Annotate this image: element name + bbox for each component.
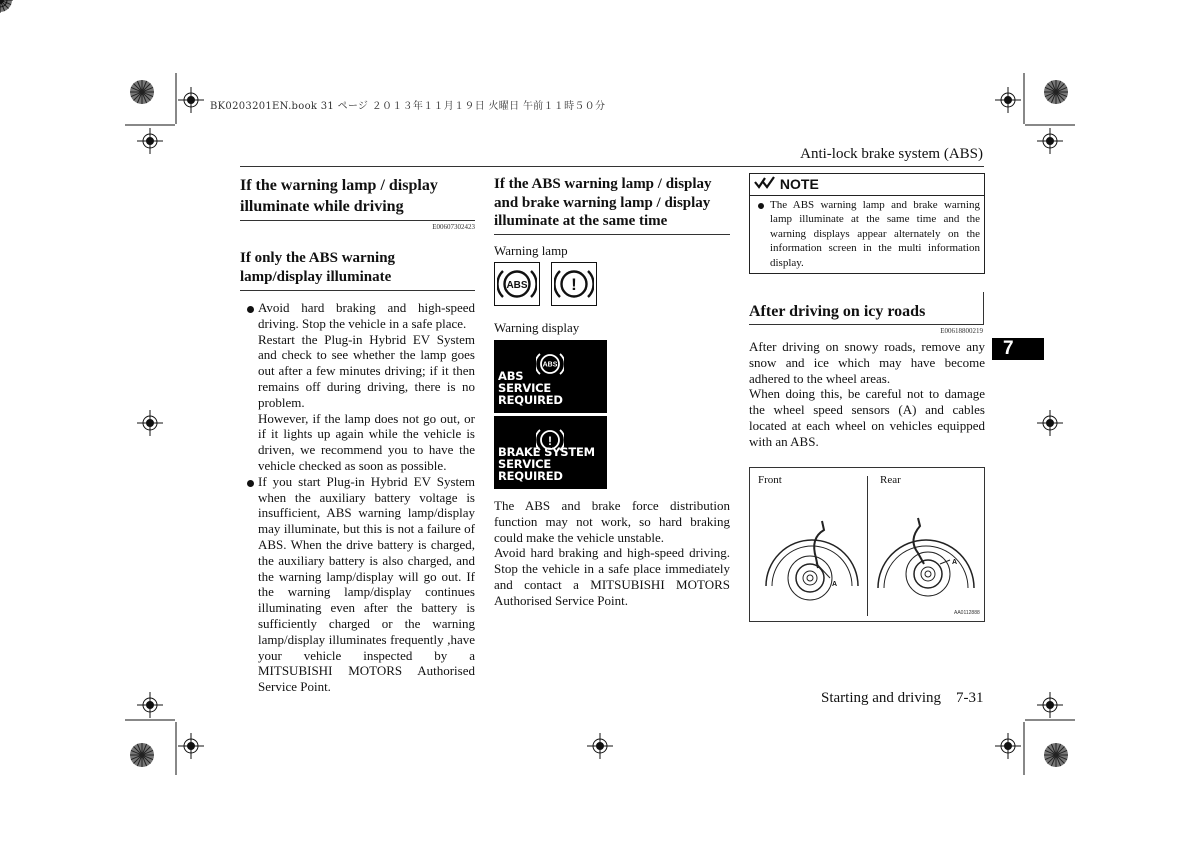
section-heading: If the warning lamp / display illuminate while driving — [240, 177, 438, 215]
svg-text:AA0112888: AA0112888 — [954, 609, 980, 616]
abs-service-display — [494, 340, 607, 413]
body-paragraph: The ABS and brake force distribution function may not work, so hard braking could make the vehicle unstable. — [494, 498, 730, 545]
print-header: BK0203201EN.book 31 ページ ２０１３年１１月１９日 火曜日 午前１１時５０分 — [210, 101, 606, 112]
body-paragraph: After driving on snowy roads, remove any snow and ice which may have become adhered to the wheel areas. — [749, 339, 985, 386]
abs-warning-lamp-icon — [494, 262, 540, 306]
wheel-sensor-figure — [749, 467, 985, 622]
svg-text:!: ! — [571, 275, 578, 295]
note-title: NOTE — [779, 176, 819, 192]
bullet-icon — [247, 306, 254, 313]
brake-display-text: BRAKE SYSTEM SERVICE REQUIRED — [498, 445, 595, 484]
svg-text:!: ! — [548, 434, 552, 449]
list-item — [754, 198, 980, 270]
subheading-rule — [240, 290, 475, 291]
wheel-sensor-illustration — [750, 468, 984, 621]
warning-display-group — [494, 340, 730, 489]
bullet-list — [240, 300, 475, 695]
heading-rule — [494, 234, 730, 235]
column-3 — [749, 173, 985, 622]
bullet-icon — [758, 203, 764, 209]
section-code: E00618800219 — [940, 327, 983, 336]
bullet-text: Avoid hard braking and high-speed driving. Stop the vehicle in a safe place. — [258, 300, 475, 331]
subsection-heading: If only the ABS warning lamp/display illuminate — [240, 250, 396, 285]
column-2 — [494, 175, 730, 609]
chapter-tab: 7 — [992, 338, 1044, 360]
figure-label-rear: Rear — [880, 473, 901, 486]
icy-roads-body — [749, 339, 985, 450]
svg-text:A: A — [952, 558, 958, 566]
brake-service-display — [494, 416, 607, 489]
heading-rule-tick — [983, 292, 984, 325]
svg-text:ABS: ABS — [506, 280, 528, 292]
warning-display-label: Warning display — [494, 320, 580, 336]
bullet-continuation: Restart the Plug-in Hybrid EV System and check to see whether the lamp goes out after a few minutes driving; if it then remains off during driving, there is no problem. — [258, 331, 475, 410]
note-header — [750, 174, 984, 196]
section-heading: If the ABS warning lamp / display and brake warning lamp / display illuminate at the same time — [494, 176, 712, 229]
body-paragraph: Avoid hard braking and high-speed driving. Stop the vehicle in a safe place immediately and contact a MITSUBISHI MOTORS Authorised Service Point. — [494, 545, 730, 608]
running-head: Anti-lock brake system (ABS) — [800, 146, 983, 162]
svg-text:A: A — [832, 580, 838, 588]
warning-lamp-row — [494, 262, 730, 308]
list-item — [240, 474, 475, 695]
note-box — [749, 173, 985, 274]
list-item — [240, 300, 475, 474]
section-heading: After driving on icy roads — [749, 303, 926, 321]
footer-section-title: Starting and driving — [821, 690, 941, 706]
figure-label-front: Front — [758, 473, 782, 486]
note-text: The ABS warning lamp and brake warning lamp illuminate at the same time and the warning displays appear alternately on the information screen in the multi information display. — [770, 199, 980, 269]
header-rule — [240, 166, 984, 167]
svg-text:ABS: ABS — [542, 361, 558, 369]
icy-roads-section — [749, 302, 985, 336]
abs-display-text: ABS SERVICE REQUIRED — [498, 369, 563, 408]
bullet-icon — [247, 480, 254, 487]
note-check-icon — [754, 175, 776, 191]
bullet-text: If you start Plug-in Hybrid EV System when the auxiliary battery voltage is insufficient, ABS warning lamp/display may illuminate, but this is not a failure of ABS. When the drive battery is charged, the auxiliary battery is also charged, and the warning lamp/display will go out. If the warning lamp/display continues illuminating even after the battery is sufficiently charged or the warning lamp/display illuminates frequently ,have your vehicle inspected by a MITSUBISHI MOTORS Authorised Service Point. — [258, 473, 475, 695]
heading-rule — [749, 324, 983, 325]
column-1 — [240, 175, 475, 695]
heading-rule — [240, 220, 475, 221]
section-code: E00607302423 — [432, 223, 475, 231]
body-paragraph: When doing this, be careful not to damage the wheel speed sensors (A) and cables located at each wheel on vehicles equipped with an ABS. — [749, 386, 985, 449]
page-number: 7-31 — [956, 690, 984, 706]
brake-warning-lamp-icon — [551, 262, 597, 306]
warning-lamp-label: Warning lamp — [494, 242, 568, 258]
bullet-continuation: However, if the lamp does not go out, or if it lights up again while the vehicle is driven, we recommend you to have the vehicle checked as soon as possible. — [258, 410, 475, 473]
note-body — [750, 196, 984, 273]
